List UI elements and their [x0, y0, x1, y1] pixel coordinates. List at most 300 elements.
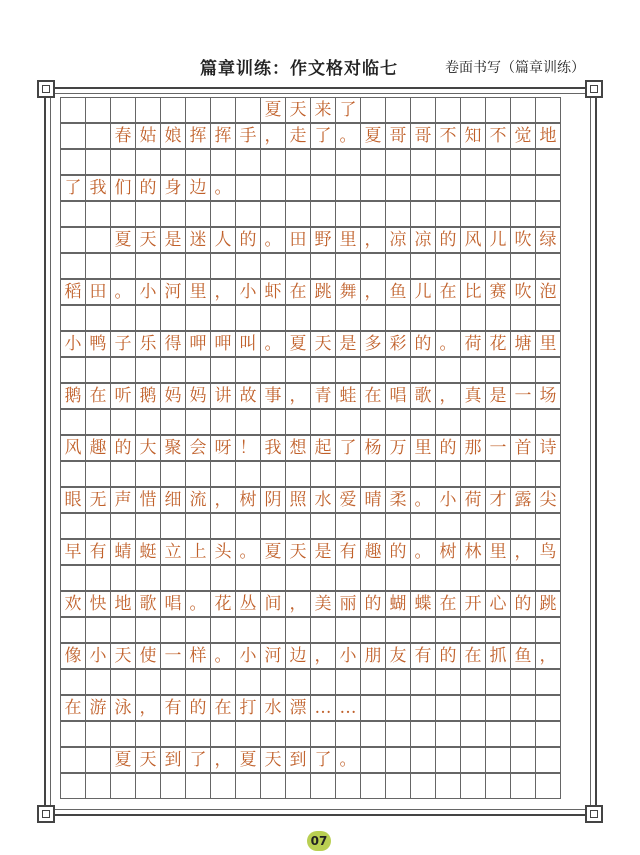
blank-grid-row — [60, 513, 580, 539]
grid-cell — [110, 409, 136, 435]
grid-cell — [185, 721, 211, 747]
grid-cell — [135, 305, 161, 331]
grid-cell — [60, 97, 86, 123]
grid-cell — [535, 513, 561, 539]
grid-cell — [485, 97, 511, 123]
grid-cell — [260, 721, 286, 747]
grid-cell — [160, 669, 186, 695]
text-grid-row — [60, 591, 580, 617]
grid-cell — [260, 565, 286, 591]
grid-cell — [535, 357, 561, 383]
grid-cell — [510, 695, 536, 721]
grid-cell — [160, 149, 186, 175]
grid-cell — [510, 305, 536, 331]
grid-cell — [160, 97, 186, 123]
grid-cell — [435, 149, 461, 175]
grid-cell: 使 — [135, 643, 161, 669]
grid-cell — [310, 513, 336, 539]
grid-cell: 夏 — [260, 97, 286, 123]
grid-cell: 凉 — [385, 227, 411, 253]
grid-cell — [435, 253, 461, 279]
grid-cell — [385, 409, 411, 435]
grid-cell — [235, 357, 261, 383]
grid-cell — [285, 305, 311, 331]
grid-cell — [185, 617, 211, 643]
grid-cell — [310, 409, 336, 435]
blank-grid-row — [60, 721, 580, 747]
grid-cell: 。 — [410, 539, 436, 565]
grid-cell — [60, 123, 86, 149]
grid-cell: 里 — [335, 227, 361, 253]
grid-cell: 了 — [335, 97, 361, 123]
grid-cell: 的 — [360, 591, 386, 617]
grid-cell — [285, 773, 311, 799]
grid-cell: 我 — [85, 175, 111, 201]
grid-cell — [160, 305, 186, 331]
text-grid-row — [60, 487, 580, 513]
grid-cell: 小 — [85, 643, 111, 669]
grid-cell — [485, 695, 511, 721]
grid-cell: 鱼 — [510, 643, 536, 669]
grid-cell: 露 — [510, 487, 536, 513]
grid-cell — [210, 773, 236, 799]
grid-cell — [85, 721, 111, 747]
grid-cell — [410, 357, 436, 383]
grid-cell — [285, 357, 311, 383]
grid-cell — [410, 747, 436, 773]
grid-cell — [485, 669, 511, 695]
grid-cell: 才 — [485, 487, 511, 513]
grid-cell: 趣 — [85, 435, 111, 461]
grid-cell — [260, 617, 286, 643]
text-grid-row — [60, 383, 580, 409]
grid-cell: ， — [435, 383, 461, 409]
grid-cell — [460, 617, 486, 643]
grid-cell — [485, 461, 511, 487]
grid-cell — [85, 123, 111, 149]
grid-cell — [485, 747, 511, 773]
grid-cell — [135, 565, 161, 591]
grid-cell — [435, 201, 461, 227]
grid-cell: 是 — [485, 383, 511, 409]
grid-cell: 子 — [110, 331, 136, 357]
grid-cell — [285, 565, 311, 591]
grid-cell — [310, 357, 336, 383]
grid-cell: 比 — [460, 279, 486, 305]
grid-cell — [110, 201, 136, 227]
grid-cell — [535, 253, 561, 279]
grid-cell — [110, 461, 136, 487]
corner-ornament-bottom-left — [37, 805, 55, 823]
grid-cell — [360, 357, 386, 383]
grid-cell: 一 — [510, 383, 536, 409]
grid-cell — [85, 565, 111, 591]
grid-cell — [335, 175, 361, 201]
grid-cell — [510, 409, 536, 435]
grid-cell — [110, 149, 136, 175]
grid-cell — [185, 253, 211, 279]
grid-cell: ， — [260, 123, 286, 149]
grid-cell: 凉 — [410, 227, 436, 253]
grid-cell: 小 — [235, 279, 261, 305]
grid-cell — [385, 695, 411, 721]
grid-cell: 在 — [435, 279, 461, 305]
grid-cell: 样 — [185, 643, 211, 669]
grid-cell: 夏 — [235, 747, 261, 773]
grid-cell: 真 — [460, 383, 486, 409]
blank-grid-row — [60, 773, 580, 799]
grid-cell — [385, 175, 411, 201]
grid-cell — [160, 357, 186, 383]
grid-cell — [435, 617, 461, 643]
grid-cell: 乐 — [135, 331, 161, 357]
grid-cell — [185, 201, 211, 227]
page-title: 篇章训练：作文格对临七 — [200, 59, 398, 79]
grid-cell: 赛 — [485, 279, 511, 305]
grid-cell: 是 — [160, 227, 186, 253]
grid-cell: 的 — [510, 591, 536, 617]
grid-cell — [185, 149, 211, 175]
grid-cell — [535, 175, 561, 201]
grid-cell: 妈 — [185, 383, 211, 409]
grid-cell — [135, 149, 161, 175]
grid-cell — [185, 97, 211, 123]
grid-cell: 走 — [285, 123, 311, 149]
grid-cell — [285, 513, 311, 539]
grid-cell — [435, 97, 461, 123]
grid-cell — [135, 201, 161, 227]
grid-cell — [360, 695, 386, 721]
grid-cell — [260, 409, 286, 435]
grid-cell — [485, 409, 511, 435]
grid-cell — [360, 201, 386, 227]
text-grid-row — [60, 175, 580, 201]
page-number-badge: 07 — [307, 831, 331, 851]
grid-cell — [535, 617, 561, 643]
grid-cell: 。 — [260, 331, 286, 357]
grid-cell — [110, 253, 136, 279]
grid-cell: 首 — [510, 435, 536, 461]
grid-cell — [235, 513, 261, 539]
grid-cell — [110, 669, 136, 695]
grid-cell: 知 — [460, 123, 486, 149]
grid-cell — [60, 201, 86, 227]
grid-cell: 一 — [160, 643, 186, 669]
grid-cell — [310, 175, 336, 201]
grid-cell: 小 — [435, 487, 461, 513]
grid-cell — [510, 253, 536, 279]
grid-cell: ， — [135, 695, 161, 721]
grid-cell — [485, 773, 511, 799]
grid-cell: 那 — [460, 435, 486, 461]
text-grid-row — [60, 279, 580, 305]
grid-cell: 像 — [60, 643, 86, 669]
grid-cell: 丽 — [335, 591, 361, 617]
grid-cell: 的 — [235, 227, 261, 253]
grid-cell — [210, 461, 236, 487]
grid-cell — [360, 305, 386, 331]
grid-cell — [135, 253, 161, 279]
grid-cell: 了 — [310, 123, 336, 149]
grid-cell — [535, 721, 561, 747]
grid-cell — [135, 721, 161, 747]
grid-cell — [385, 513, 411, 539]
grid-cell: 蜻 — [110, 539, 136, 565]
grid-cell: 在 — [285, 279, 311, 305]
grid-cell — [85, 773, 111, 799]
grid-cell: 地 — [110, 591, 136, 617]
text-grid-row — [60, 539, 580, 565]
grid-cell — [85, 617, 111, 643]
grid-cell — [285, 201, 311, 227]
grid-cell — [435, 747, 461, 773]
grid-cell: 在 — [460, 643, 486, 669]
grid-cell — [485, 721, 511, 747]
grid-cell — [535, 695, 561, 721]
grid-cell: 春 — [110, 123, 136, 149]
grid-cell: 起 — [310, 435, 336, 461]
grid-cell: 天 — [285, 97, 311, 123]
grid-cell — [460, 461, 486, 487]
grid-cell — [235, 461, 261, 487]
grid-cell: 丛 — [235, 591, 261, 617]
grid-cell — [185, 565, 211, 591]
grid-cell — [510, 201, 536, 227]
grid-cell: 哥 — [385, 123, 411, 149]
grid-cell: 绿 — [535, 227, 561, 253]
grid-cell — [135, 513, 161, 539]
grid-cell — [335, 773, 361, 799]
grid-cell: 头 — [210, 539, 236, 565]
grid-cell — [260, 201, 286, 227]
grid-cell — [85, 669, 111, 695]
section-subtitle: 卷面书写（篇章训练） — [445, 60, 585, 76]
grid-cell: 稻 — [60, 279, 86, 305]
grid-cell — [260, 773, 286, 799]
grid-cell: 抓 — [485, 643, 511, 669]
grid-cell: … — [310, 695, 336, 721]
grid-cell: 来 — [310, 97, 336, 123]
grid-cell — [160, 253, 186, 279]
grid-cell — [210, 513, 236, 539]
grid-cell — [335, 201, 361, 227]
grid-cell — [285, 149, 311, 175]
text-grid-row — [60, 643, 580, 669]
grid-cell — [160, 721, 186, 747]
grid-cell — [460, 175, 486, 201]
grid-cell — [60, 461, 86, 487]
grid-cell: 塘 — [510, 331, 536, 357]
grid-cell — [360, 773, 386, 799]
grid-cell: 诗 — [535, 435, 561, 461]
grid-cell: 田 — [285, 227, 311, 253]
grid-cell: 有 — [160, 695, 186, 721]
grid-cell — [310, 565, 336, 591]
blank-grid-row — [60, 305, 580, 331]
grid-cell — [235, 409, 261, 435]
grid-cell: 水 — [260, 695, 286, 721]
grid-cell — [210, 149, 236, 175]
grid-cell — [435, 721, 461, 747]
grid-cell: 边 — [285, 643, 311, 669]
grid-cell — [260, 461, 286, 487]
grid-cell: 天 — [135, 747, 161, 773]
grid-cell — [235, 149, 261, 175]
grid-cell: 故 — [235, 383, 261, 409]
grid-cell — [385, 461, 411, 487]
grid-cell — [435, 409, 461, 435]
grid-cell: 荷 — [460, 487, 486, 513]
grid-cell: 杨 — [360, 435, 386, 461]
grid-cell — [385, 357, 411, 383]
text-grid-row — [60, 435, 580, 461]
grid-cell — [410, 565, 436, 591]
grid-cell: 欢 — [60, 591, 86, 617]
grid-cell — [510, 747, 536, 773]
grid-cell — [485, 175, 511, 201]
grid-cell: 妈 — [160, 383, 186, 409]
grid-cell — [460, 747, 486, 773]
grid-cell — [510, 461, 536, 487]
grid-cell — [185, 409, 211, 435]
grid-cell — [185, 461, 211, 487]
grid-cell: 了 — [335, 435, 361, 461]
grid-cell — [210, 617, 236, 643]
grid-cell — [85, 513, 111, 539]
grid-cell: 的 — [410, 331, 436, 357]
grid-cell — [135, 409, 161, 435]
grid-cell: 讲 — [210, 383, 236, 409]
grid-cell — [110, 305, 136, 331]
grid-cell: 朋 — [360, 643, 386, 669]
grid-cell: 觉 — [510, 123, 536, 149]
grid-cell — [385, 305, 411, 331]
grid-cell — [535, 97, 561, 123]
grid-cell: 事 — [260, 383, 286, 409]
grid-cell — [360, 97, 386, 123]
grid-cell: 风 — [460, 227, 486, 253]
grid-cell: 蜓 — [135, 539, 161, 565]
grid-cell — [360, 175, 386, 201]
grid-cell: 儿 — [485, 227, 511, 253]
grid-cell: 惜 — [135, 487, 161, 513]
grid-cell: 。 — [210, 643, 236, 669]
grid-cell — [60, 149, 86, 175]
grid-cell — [385, 201, 411, 227]
grid-cell — [410, 175, 436, 201]
grid-cell — [135, 669, 161, 695]
grid-cell: 吹 — [510, 279, 536, 305]
grid-cell — [310, 201, 336, 227]
grid-cell — [360, 461, 386, 487]
grid-cell — [210, 565, 236, 591]
grid-cell: 了 — [185, 747, 211, 773]
grid-cell: 的 — [135, 175, 161, 201]
grid-cell — [160, 201, 186, 227]
grid-cell — [435, 669, 461, 695]
grid-cell: 趣 — [360, 539, 386, 565]
grid-cell — [385, 721, 411, 747]
grid-cell — [485, 149, 511, 175]
grid-cell: 间 — [260, 591, 286, 617]
grid-cell: 儿 — [410, 279, 436, 305]
text-grid-row — [60, 227, 580, 253]
grid-cell — [335, 409, 361, 435]
grid-cell: 尖 — [535, 487, 561, 513]
grid-cell: 花 — [210, 591, 236, 617]
grid-cell — [485, 513, 511, 539]
grid-cell — [210, 201, 236, 227]
grid-cell — [510, 175, 536, 201]
grid-cell — [410, 253, 436, 279]
grid-cell — [460, 565, 486, 591]
grid-cell — [335, 565, 361, 591]
grid-cell — [335, 721, 361, 747]
grid-cell: 我 — [260, 435, 286, 461]
grid-cell — [410, 669, 436, 695]
grid-cell — [135, 773, 161, 799]
text-grid-row — [60, 331, 580, 357]
grid-cell: 野 — [310, 227, 336, 253]
grid-cell — [460, 305, 486, 331]
grid-cell: 到 — [285, 747, 311, 773]
grid-cell — [160, 461, 186, 487]
grid-cell — [385, 97, 411, 123]
corner-ornament-top-left — [37, 80, 55, 98]
grid-cell: 。 — [435, 331, 461, 357]
corner-ornament-bottom-right — [585, 805, 603, 823]
grid-cell — [510, 773, 536, 799]
grid-cell — [210, 357, 236, 383]
grid-cell: 了 — [310, 747, 336, 773]
grid-cell: 。 — [210, 175, 236, 201]
grid-cell — [235, 565, 261, 591]
grid-cell — [85, 357, 111, 383]
grid-cell: 呀 — [210, 435, 236, 461]
grid-cell — [360, 669, 386, 695]
grid-cell — [110, 565, 136, 591]
grid-cell — [510, 565, 536, 591]
grid-cell — [210, 721, 236, 747]
grid-cell: 夏 — [260, 539, 286, 565]
grid-cell — [535, 461, 561, 487]
grid-cell — [185, 669, 211, 695]
grid-cell — [360, 565, 386, 591]
grid-cell — [460, 149, 486, 175]
grid-cell — [235, 669, 261, 695]
grid-cell — [335, 513, 361, 539]
grid-cell — [85, 305, 111, 331]
grid-cell: 早 — [60, 539, 86, 565]
grid-cell: 手 — [235, 123, 261, 149]
grid-cell: 是 — [310, 539, 336, 565]
grid-cell: 天 — [110, 643, 136, 669]
blank-grid-row — [60, 565, 580, 591]
grid-cell — [510, 149, 536, 175]
grid-cell — [135, 461, 161, 487]
grid-cell: 鹅 — [60, 383, 86, 409]
grid-cell: 万 — [385, 435, 411, 461]
grid-cell: 在 — [210, 695, 236, 721]
grid-cell: ， — [535, 643, 561, 669]
grid-cell: 晴 — [360, 487, 386, 513]
grid-cell — [335, 461, 361, 487]
grid-cell: 上 — [185, 539, 211, 565]
grid-cell: 树 — [435, 539, 461, 565]
grid-cell: 鹅 — [135, 383, 161, 409]
grid-cell — [460, 695, 486, 721]
grid-cell — [410, 97, 436, 123]
